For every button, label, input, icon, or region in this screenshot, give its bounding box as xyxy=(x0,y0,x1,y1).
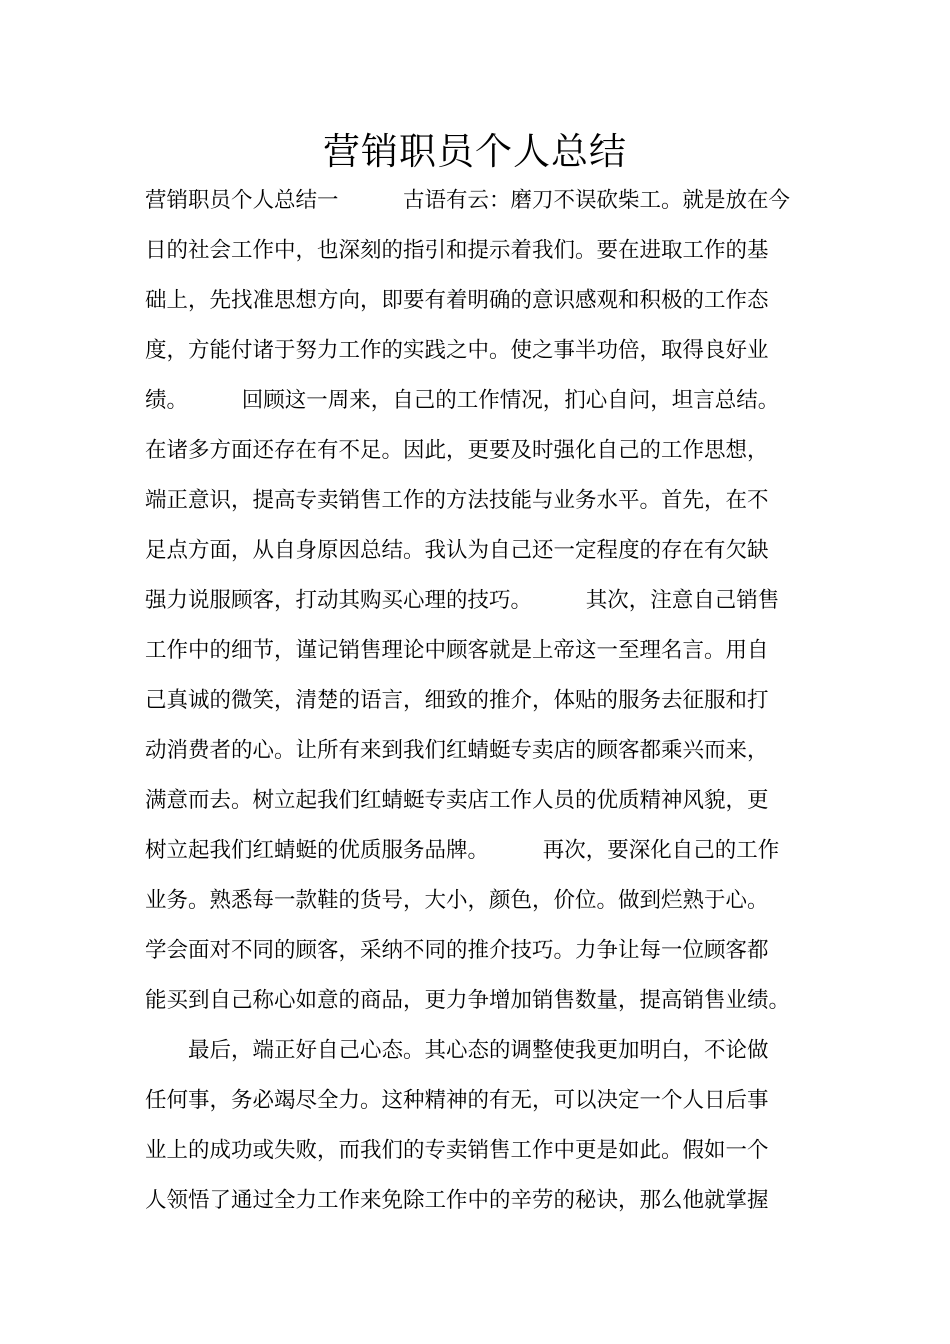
body-line: 满意而去。树立起我们红蜻蜓专卖店工作人员的优质精神风貌，更 xyxy=(145,788,769,813)
document-title: 营销职员个人总结 xyxy=(323,130,627,173)
body-line: 学会面对不同的顾客，采纳不同的推介技巧。力争让每一位顾客都 xyxy=(145,938,769,963)
body-line: 础上，先找准思想方向，即要有着明确的意识感观和积极的工作态 xyxy=(145,288,769,313)
body-line: 营销职员个人总结一 古语有云：磨刀不误砍柴工。就是放在今 xyxy=(145,188,791,213)
body-line: 业上的成功或失败，而我们的专卖销售工作中更是如此。假如一个 xyxy=(145,1138,769,1163)
body-line: 业务。熟悉每一款鞋的货号，大小，颜色，价位。做到烂熟于心。 xyxy=(145,888,769,913)
body-line: 绩。 回顾这一周来，自己的工作情况，扪心自问，坦言总结。 xyxy=(145,388,780,413)
body-line: 足点方面，从自身原因总结。我认为自己还一定程度的存在有欠缺 xyxy=(145,538,769,563)
body-line: 度，方能付诸于努力工作的实践之中。使之事半功倍，取得良好业 xyxy=(145,338,769,363)
body-line: 人领悟了通过全力工作来免除工作中的辛劳的秘诀，那么他就掌握 xyxy=(145,1188,769,1213)
body-line: 能买到自己称心如意的商品，更力争增加销售数量，提高销售业绩。 xyxy=(145,988,791,1013)
body-line: 在诸多方面还存在有不足。因此，更要及时强化自己的工作思想， xyxy=(145,438,769,463)
body-line: 端正意识，提高专卖销售工作的方法技能与业务水平。首先，在不 xyxy=(145,488,769,513)
body-line: 日的社会工作中，也深刻的指引和提示着我们。要在进取工作的基 xyxy=(145,238,769,263)
body-line: 任何事，务必竭尽全力。这种精神的有无，可以决定一个人日后事 xyxy=(145,1088,769,1113)
body-line: 工作中的细节，谨记销售理论中顾客就是上帝这一至理名言。用自 xyxy=(145,638,769,663)
body-line: 动消费者的心。让所有来到我们红蜻蜓专卖店的顾客都乘兴而来， xyxy=(145,738,769,763)
document-body xyxy=(145,176,815,1226)
body-line: 树立起我们红蜻蜓的优质服务品牌。 再次，要深化自己的工作 xyxy=(145,838,780,863)
body-line: 最后，端正好自己心态。其心态的调整使我更加明白，不论做 xyxy=(145,1038,769,1063)
body-line: 己真诚的微笑，清楚的语言，细致的推介，体贴的服务去征服和打 xyxy=(145,688,769,713)
body-line: 强力说服顾客，打动其购买心理的技巧。 其次，注意自己销售 xyxy=(145,588,780,613)
